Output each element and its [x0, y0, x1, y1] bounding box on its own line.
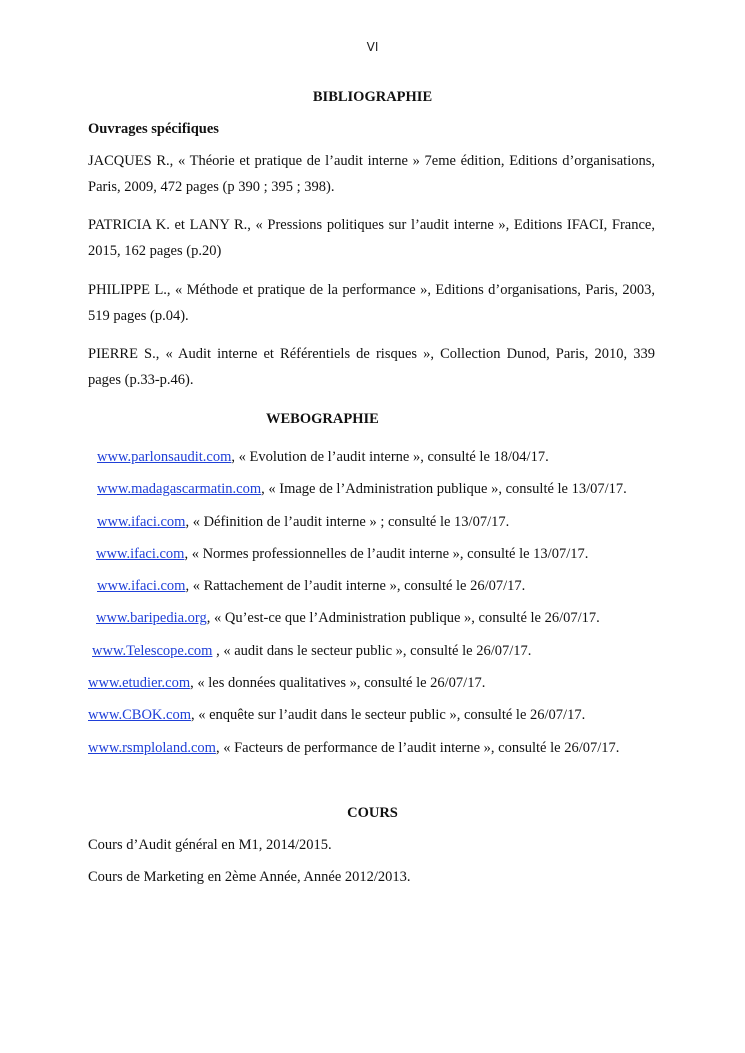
- bibliography-ref: PIERRE S., « Audit interne et Référentiels de risques », Collection Dunod, Paris, 2010, 339 pages (p.33-p.46).: [88, 346, 655, 388]
- web-link[interactable]: www.Telescope.com: [92, 643, 213, 659]
- web-item-text: , « enquête sur l’audit dans le secteur public », consulté le 26/07/17.: [190, 707, 586, 723]
- web-link[interactable]: www.baripedia.org: [96, 610, 207, 626]
- web-link[interactable]: www.ifaci.com: [97, 514, 186, 530]
- section-heading-ouvrages: Ouvrages spécifiques: [88, 121, 219, 137]
- web-link[interactable]: www.ifaci.com: [97, 578, 186, 594]
- page-number: VI: [366, 40, 379, 54]
- web-item: [88, 740, 619, 757]
- web-link[interactable]: www.ifaci.com: [96, 546, 185, 562]
- web-item-text: , « Normes professionnelles de l’audit interne », consulté le 13/07/17.: [184, 546, 589, 562]
- web-item-text: , « audit dans le secteur public », consulté le 26/07/17.: [212, 643, 532, 659]
- web-item-text: , « Qu’est-ce que l’Administration publique », consulté le 26/07/17.: [206, 610, 600, 626]
- web-link[interactable]: www.madagascarmatin.com: [97, 481, 262, 497]
- course-item: Cours d’Audit général en M1, 2014/2015.: [88, 837, 332, 853]
- web-item-text: , « Image de l’Administration publique », consulté le 13/07/17.: [261, 481, 627, 497]
- web-link[interactable]: www.rsmploland.com: [88, 740, 216, 756]
- web-link[interactable]: www.parlonsaudit.com: [97, 449, 232, 465]
- bibliography-ref: JACQUES R., « Théorie et pratique de l’audit interne » 7eme édition, Editions d’organisations, Paris, 2009, 472 pages (p 390 ; 395 ; 398).: [88, 153, 655, 195]
- courses-title: COURS: [347, 805, 398, 821]
- web-item: [96, 546, 588, 563]
- web-item: [97, 514, 509, 531]
- course-item: Cours de Marketing en 2ème Année, Année 2012/2013.: [88, 869, 411, 885]
- web-item-text: , « les données qualitatives », consulté le 26/07/17.: [190, 675, 486, 691]
- web-link[interactable]: www.etudier.com: [88, 675, 191, 691]
- web-item: [97, 578, 525, 595]
- webography-title: WEBOGRAPHIE: [266, 411, 379, 427]
- web-item: [92, 643, 531, 660]
- web-item: [96, 610, 600, 627]
- web-item: [88, 707, 585, 724]
- web-item-text: , « Facteurs de performance de l’audit interne », consulté le 26/07/17.: [215, 740, 620, 756]
- bibliography-ref: PHILIPPE L., « Méthode et pratique de la performance », Editions d’organisations, Paris, 2003, 519 pages (p.04).: [88, 282, 655, 324]
- web-item: [88, 675, 485, 692]
- web-item-text: , « Définition de l’audit interne » ; consulté le 13/07/17.: [185, 514, 510, 530]
- bibliography-ref: PATRICIA K. et LANY R., « Pressions politiques sur l’audit interne », Editions IFACI, France, 2015, 162 pages (p.20): [88, 217, 655, 259]
- web-item: [97, 481, 627, 498]
- web-link[interactable]: www.CBOK.com: [88, 707, 191, 723]
- web-item-text: , « Rattachement de l’audit interne », consulté le 26/07/17.: [185, 578, 526, 594]
- web-item: [97, 449, 549, 466]
- bibliography-title: BIBLIOGRAPHIE: [312, 89, 433, 105]
- web-item-text: , « Evolution de l’audit interne », consulté le 18/04/17.: [231, 449, 549, 465]
